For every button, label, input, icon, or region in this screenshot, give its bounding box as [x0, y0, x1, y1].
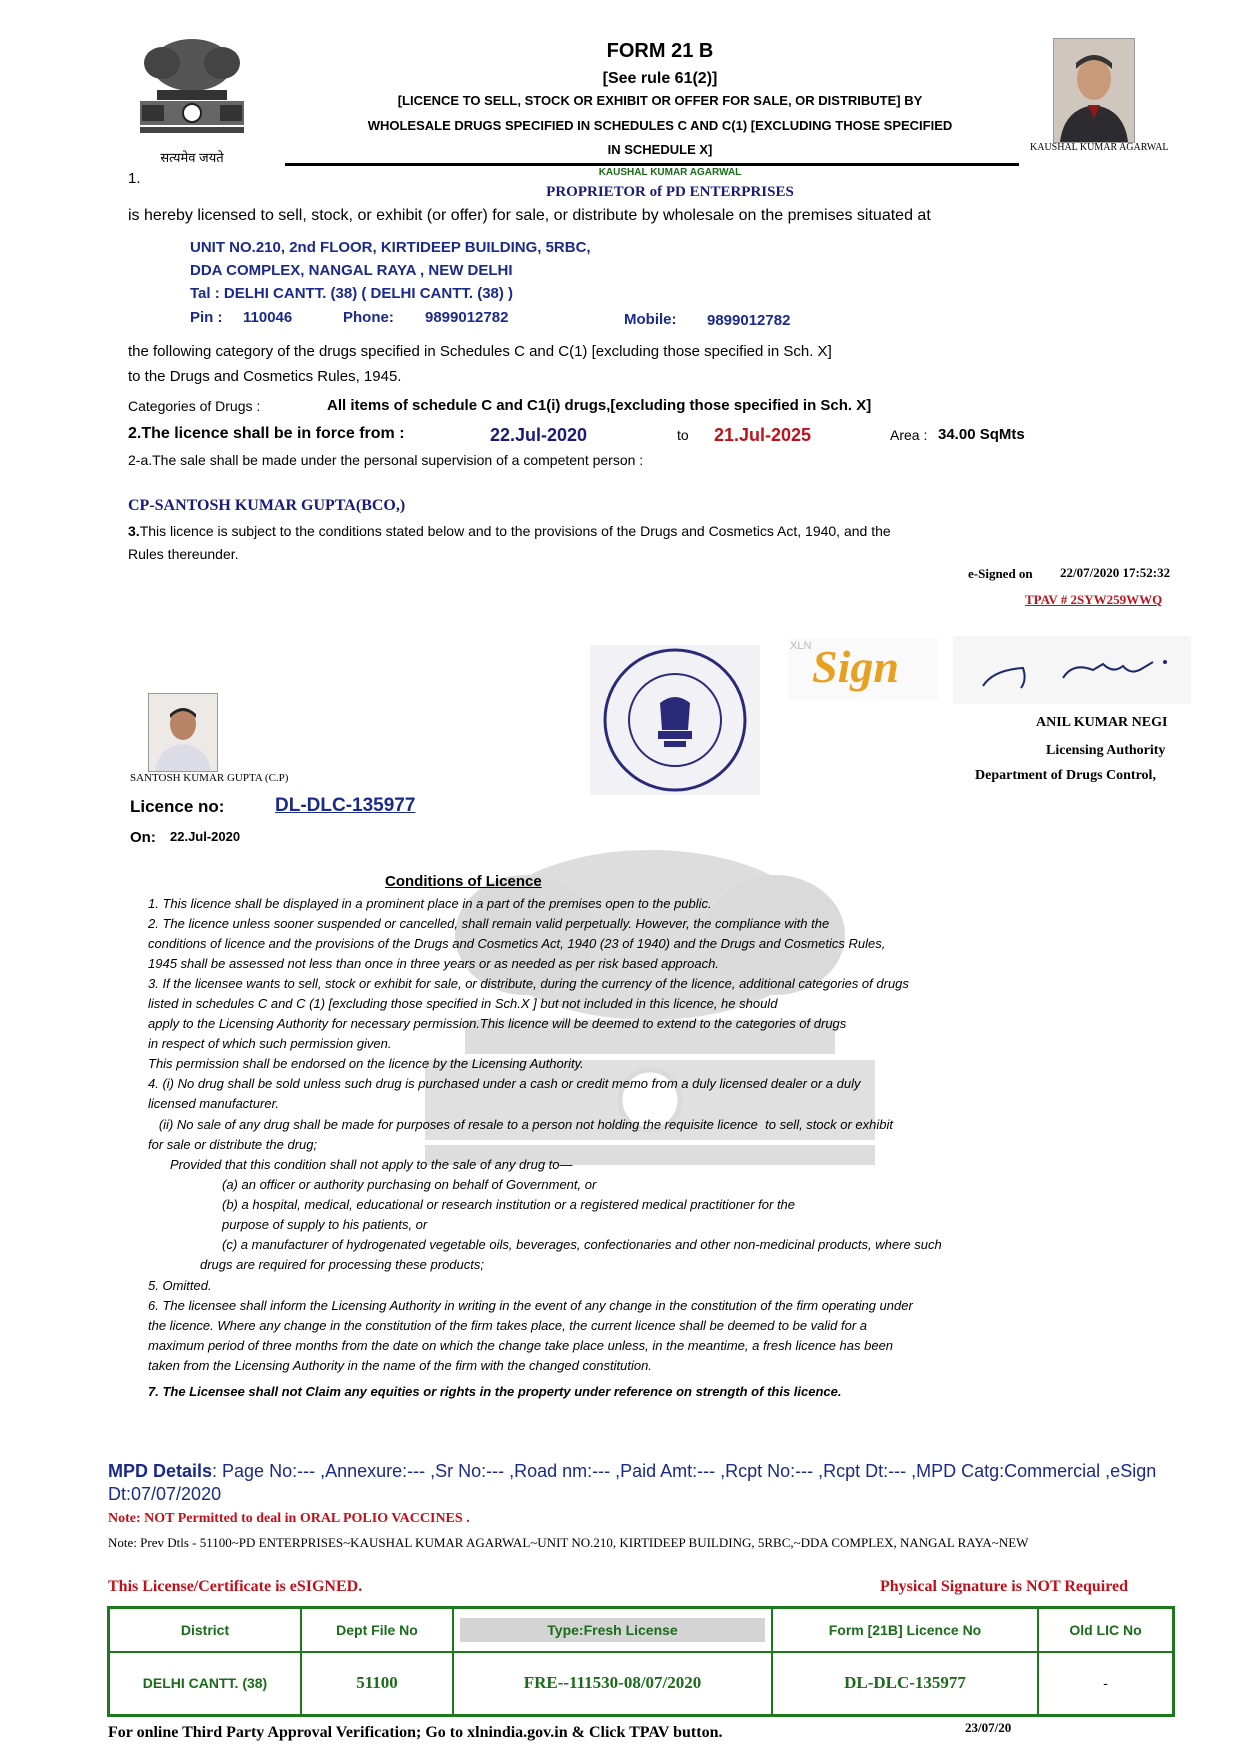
condition-line: maximum period of three months from the date on which the change take place unless, in the meantime, a fresh licence has been	[148, 1338, 894, 1353]
condition-line: Provided that this condition shall not apply to the sale of any drug to—	[170, 1157, 573, 1172]
condition-3-text	[128, 523, 891, 539]
area-label: Area :	[890, 427, 928, 443]
table-cell-district: DELHI CANTT. (38)	[109, 1652, 302, 1716]
mobile-label: Mobile:	[624, 311, 677, 328]
categories-label: Categories of Drugs :	[128, 398, 261, 414]
category-line-1: the following category of the drugs specified in Schedules C and C(1) [excluding those specified in Sch. X]	[128, 343, 832, 360]
condition-line: (ii) No sale of any drug shall be made for purposes of resale to a person not holding the requisite licence to sell, stock or exhibit	[148, 1117, 894, 1132]
authority-name: ANIL KUMAR NEGI	[1036, 715, 1168, 730]
condition-line: purpose of supply to his patients, or	[222, 1217, 428, 1232]
condition-line: conditions of licence and the provisions of the Drugs and Cosmetics Act, 1940 (23 of 1940) and the Drugs and Cosmetics Rules,	[148, 936, 886, 951]
licensee-name: KAUSHAL KUMAR AGARWAL	[598, 167, 742, 178]
licence-on-label: On:	[130, 829, 156, 846]
owner-caption: KAUSHAL KUMAR AGARWAL	[1030, 142, 1169, 153]
competent-person: CP-SANTOSH KUMAR GUPTA(BCO,)	[128, 497, 406, 514]
licence-on-value: 22.Jul-2020	[170, 829, 241, 844]
authority-dept: Department of Drugs Control,	[975, 768, 1156, 783]
condition-line: 5. Omitted.	[148, 1278, 212, 1293]
condition-line: apply to the Licensing Authority for necessary permission.This licence will be deemed to extend to the categories of drugs	[148, 1016, 847, 1031]
to-date: 21.Jul-2025	[714, 425, 812, 445]
table-cell-type: FRE--111530-08/07/2020	[453, 1652, 772, 1716]
address-line-3: Tal : DELHI CANTT. (38) ( DELHI CANTT. (38) )	[190, 285, 514, 302]
item-number-1: 1.	[128, 170, 141, 187]
table-header-licence-no: Form [21B] Licence No	[772, 1608, 1038, 1652]
supervision-text: 2-a.The sale shall be made under the personal supervision of a competent person :	[128, 452, 644, 468]
from-date: 22.Jul-2020	[490, 425, 588, 445]
form-rule: [See rule 61(2)]	[602, 70, 718, 87]
authority-title: Licensing Authority	[1046, 743, 1166, 758]
table-cell-licence-no: DL-DLC-135977	[772, 1652, 1038, 1716]
table-header-dept-file: Dept File No	[301, 1608, 453, 1652]
condition-line: (c) a manufacturer of hydrogenated vegetable oils, beverages, confectionaries and other non-medicinal products, where such	[222, 1237, 942, 1252]
condition-line: (b) a hospital, medical, educational or research institution or a registered medical practitioner for the	[222, 1197, 796, 1212]
condition-line: (a) an officer or authority purchasing on behalf of Government, or	[222, 1177, 597, 1192]
form-subtitle-3: IN SCHEDULE X]	[607, 142, 713, 157]
tpav-code[interactable]: TPAV # 2SYW259WWQ	[1025, 592, 1163, 607]
condition-line: taken from the Licensing Authority in the name of the firm with the changed constitution.	[148, 1358, 652, 1373]
xln-logo-small: XLN	[790, 640, 812, 652]
mobile-value: 9899012782	[707, 312, 791, 329]
lion-capital-icon	[122, 35, 262, 145]
condition-line: licensed manufacturer.	[148, 1096, 280, 1111]
licence-no-value: DL-DLC-135977	[275, 795, 416, 816]
force-label: 2.The licence shall be in force from :	[128, 425, 405, 442]
national-emblem	[122, 35, 262, 165]
table-cell-old-lic: -	[1038, 1652, 1174, 1716]
signature-scribble-icon	[953, 636, 1191, 704]
condition-line: for sale or distribute the drug;	[148, 1137, 318, 1152]
to-label: to	[677, 427, 689, 443]
condition-3-number: 3.	[128, 523, 140, 539]
pin-label: Pin :	[190, 309, 223, 326]
authority-signature	[953, 636, 1191, 704]
condition-7: 7. The Licensee shall not Claim any equities or rights in the property under reference on strength of this licence.	[148, 1384, 842, 1399]
xln-sign-logo	[788, 638, 938, 700]
form-subtitle-1: [LICENCE TO SELL, STOCK OR EXHIBIT OR OFFER FOR SALE, OR DISTRIBUTE] BY	[397, 93, 923, 108]
emblem-motto: सत्यमेव जयते	[160, 150, 224, 165]
condition-line: 1945 shall be assessed not less than once in three years or as needed as per risk based approach.	[148, 956, 719, 971]
licence-details-table	[107, 1606, 1175, 1717]
header-rule	[285, 163, 1019, 166]
note-polio: Note: NOT Permitted to deal in ORAL POLIO VACCINES .	[108, 1511, 470, 1526]
cp-caption: SANTOSH KUMAR GUPTA (C.P)	[130, 772, 289, 784]
form-subtitle-2: WHOLESALE DRUGS SPECIFIED IN SCHEDULES C AND C(1) [EXCLUDING THOSE SPECIFIED	[367, 118, 953, 133]
footer-tpav-info: For online Third Party Approval Verification; Go to xlnindia.gov.in & Click TPAV button.	[108, 1724, 723, 1741]
form-title: FORM 21 B	[606, 40, 714, 62]
owner-photo	[1053, 38, 1135, 143]
footer-date: 23/07/20	[965, 1720, 1012, 1735]
condition-3-line-2: Rules thereunder.	[128, 546, 239, 562]
phone-label: Phone:	[343, 309, 394, 326]
mpd-line-1: : Page No:--- ,Annexure:--- ,Sr No:--- ,Road nm:--- ,Paid Amt:--- ,Rcpt No:--- ,Rcpt Dt:--- ,MPD Catg:Commercial ,eSign	[212, 1461, 1157, 1481]
table-cell-dept-file: 51100	[301, 1652, 453, 1716]
address-line-2: DDA COMPLEX, NANGAL RAYA , NEW DELHI	[190, 262, 513, 279]
condition-line: 2. The licence unless sooner suspended or cancelled, shall remain valid perpetually. However, the compliance with the	[148, 916, 830, 931]
category-line-2: to the Drugs and Cosmetics Rules, 1945.	[128, 368, 402, 385]
sign-logo-text: Sign	[812, 641, 899, 692]
licence-no-label: Licence no:	[130, 797, 225, 816]
condition-line: 3. If the licensee wants to sell, stock or exhibit for sale, or distribute, during the currency of the licence, additional categories of drugs	[148, 976, 909, 991]
esigned-label: e-Signed on	[968, 566, 1033, 581]
condition-line: drugs are required for processing these products;	[200, 1257, 484, 1272]
proprietor-line: PROPRIETOR of PD ENTERPRISES	[546, 184, 794, 200]
condition-line: 4. (i) No drug shall be sold unless such drug is purchased under a cash or credit memo from a duly licensed dealer or a duly	[148, 1076, 861, 1091]
condition-3-line-1: This licence is subject to the conditions stated below and to the provisions of the Drugs and Cosmetics Act, 1940, and the	[139, 523, 891, 539]
cp-photo	[148, 693, 218, 772]
condition-line: 1. This licence shall be displayed in a prominent place in a part of the premises open to the public.	[148, 896, 712, 911]
condition-line: This permission shall be endorsed on the licence by the Licensing Authority.	[148, 1056, 584, 1071]
categories-value: All items of schedule C and C1(i) drugs,[excluding those specified in Sch. X]	[327, 397, 872, 414]
condition-line: 6. The licensee shall inform the Licensing Authority in writing in the event of any change in the constitution of the firm operating under	[148, 1298, 913, 1313]
licensed-text: is hereby licensed to sell, stock, or exhibit (or offer) for sale, or distribute by wholesale on the premises situated at	[128, 207, 931, 224]
esigned-datetime: 22/07/2020 17:52:32	[1060, 565, 1171, 580]
mpd-details	[108, 1458, 1198, 1484]
dept-seal	[590, 645, 760, 795]
phone-value: 9899012782	[425, 309, 509, 326]
table-header-type	[453, 1608, 772, 1652]
address-line-1: UNIT NO.210, 2nd FLOOR, KIRTIDEEP BUILDING, 5RBC,	[190, 239, 591, 256]
type-badge: Type:Fresh License	[460, 1618, 765, 1642]
condition-line: listed in schedules C and C (1) [excluding those specified in Sch.X ] but not included in this licence, he should	[148, 996, 778, 1011]
conditions-heading: Conditions of Licence	[385, 873, 542, 890]
pin-value: 110046	[243, 309, 293, 326]
physical-signature-note: Physical Signature is NOT Required	[880, 1578, 1129, 1595]
area-value: 34.00 SqMts	[938, 426, 1025, 443]
condition-line: in respect of which such permission given.	[148, 1036, 392, 1051]
mpd-line-2: Dt:07/07/2020	[108, 1484, 222, 1504]
condition-line: the licence. Where any change in the constitution of the firm takes place, the current licence shall be deemed to be valid for a	[148, 1318, 868, 1333]
note-prev-details: Note: Prev Dtls - 51100~PD ENTERPRISES~KAUSHAL KUMAR AGARWAL~UNIT NO.210, KIRTIDEEP BUILDING, 5RBC,~DDA COMPLEX, NANGAL RAYA~NEW	[108, 1535, 1029, 1550]
table-header-district: District	[109, 1608, 302, 1652]
esigned-note: This License/Certificate is eSIGNED.	[108, 1578, 363, 1595]
table-row	[109, 1652, 1174, 1716]
mpd-label: MPD Details	[108, 1461, 213, 1481]
table-header-old-lic: Old LIC No	[1038, 1608, 1174, 1652]
